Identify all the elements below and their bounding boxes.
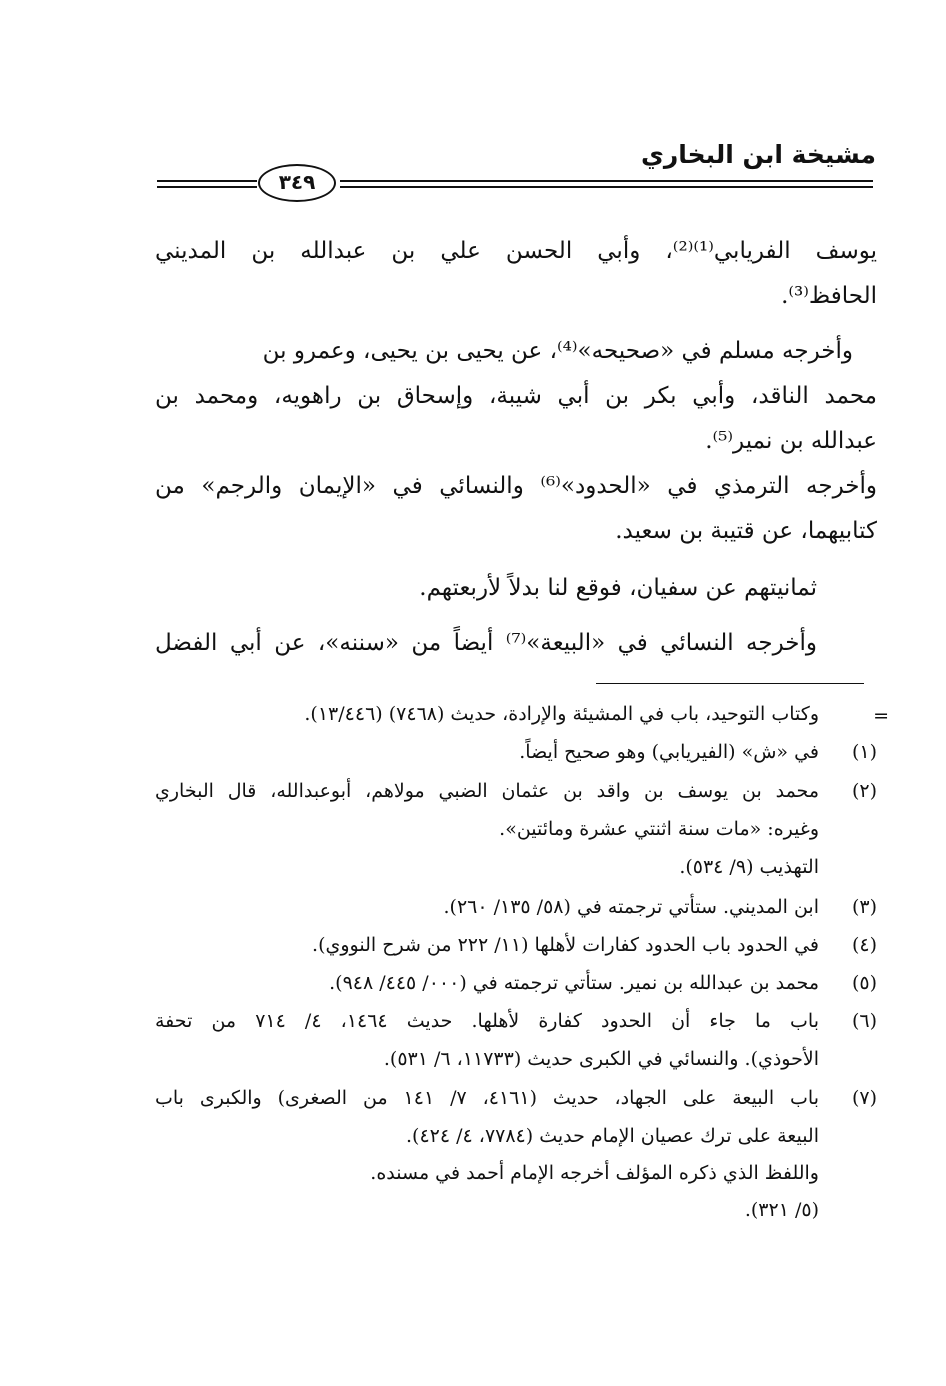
body-line: الحافظ⁽³⁾. <box>781 283 877 309</box>
header-rule-right-2 <box>340 186 873 188</box>
body-line: عبدالله بن نمير⁽⁵⁾. <box>705 428 877 454</box>
footnote-number: (٢) <box>851 780 877 802</box>
footnote-text: واللفظ الذي ذكره المؤلف أخرجه الإمام أحمد في مسنده. <box>370 1162 819 1184</box>
body-line: يوسف الفريابي⁽¹⁾⁽²⁾، وأبي الحسن علي بن عبدالله بن المديني <box>155 238 877 264</box>
body-line: ثمانيتهم عن سفيان، فوقع لنا بدلاً لأربعتهم. <box>419 575 817 601</box>
footnote-number: (٥) <box>851 972 877 994</box>
footnote-text: ابن المديني. ستأتي ترجمته في (٥٨/ ١٣٥/ ٢٦٠). <box>443 896 819 918</box>
footnote-number: (٣) <box>851 896 877 918</box>
footnote-continuation: وكتاب التوحيد، باب في المشيئة والإرادة، حديث (٧٤٦٨) (١٣/٤٤٦). <box>304 703 819 725</box>
footnote-text: البيعة على ترك عصيان الإمام حديث (٧٧٨٤، ٤/ ٤٢٤). <box>406 1125 819 1147</box>
body-line: كتابيهما، عن قتيبة بن سعيد. <box>615 518 877 544</box>
footnote-text: محمد بن عبدالله بن نمير. ستأتي ترجمته في (٠٠٠/ ٤٤٥/ ٩٤٨). <box>329 972 819 994</box>
footnote-text: في «ش» (الفيريابي) وهو صحيح أيضاً. <box>519 741 819 763</box>
footnote-text: في الحدود باب الحدود كفارات لأهلها (١١/ ٢٢٢ من شرح النووي). <box>312 934 819 956</box>
body-line: محمد الناقد، وأبي بكر بن أبي شيبة، وإسحاق بن راهويه، ومحمد بن <box>155 383 877 409</box>
body-line: وأخرجه مسلم في «صحيحه»⁽⁴⁾، عن يحيى بن يحيى، وعمرو بن <box>262 338 853 364</box>
running-header-title: مشيخة ابن البخاري <box>640 140 876 169</box>
footnote-continuation-marker: = <box>873 705 889 727</box>
body-line: وأخرجه النسائي في «البيعة»⁽⁷⁾ أيضاً من «سننه»، عن أبي الفضل <box>155 630 817 656</box>
footnote-separator <box>596 683 864 684</box>
body-line: وأخرجه الترمذي في «الحدود»⁽⁶⁾ والنسائي في «الإيمان والرجم» من <box>155 473 877 499</box>
footnote-number: (٦) <box>851 1010 877 1032</box>
footnote-text: باب البيعة على الجهاد، حديث (٤١٦١، ٧/ ١٤١ من الصغرى) والكبرى باب <box>155 1087 819 1109</box>
page-number: ٣٤٩ <box>258 164 336 202</box>
footnote-text: التهذيب (٩/ ٥٣٤). <box>679 856 819 878</box>
footnote-number: (٧) <box>851 1087 877 1109</box>
footnote-text: محمد بن يوسف بن واقد بن عثمان الضبي مولاهم، أبوعبدالله، قال البخاري <box>155 780 819 802</box>
footnote-text: الأحوذي). والنسائي في الكبرى حديث (١١٧٣٣، ٦/ ٥٣١). <box>383 1048 819 1070</box>
footnote-text: باب ما جاء أن الحدود كفارة لأهلها. حديث ١٤٦٤، ٤/ ٧١٤ من تحفة <box>155 1010 820 1032</box>
header-rule-right-1 <box>340 180 873 182</box>
footnote-text: (٥/ ٣٢١). <box>744 1199 819 1221</box>
footnote-number: (١) <box>851 741 877 763</box>
footnote-text: وغيره: «مات سنة اثنتي عشرة ومائتين». <box>499 818 819 840</box>
footnote-number: (٤) <box>851 934 877 956</box>
header-rule-left-1 <box>157 180 257 182</box>
header-rule-left-2 <box>157 186 257 188</box>
